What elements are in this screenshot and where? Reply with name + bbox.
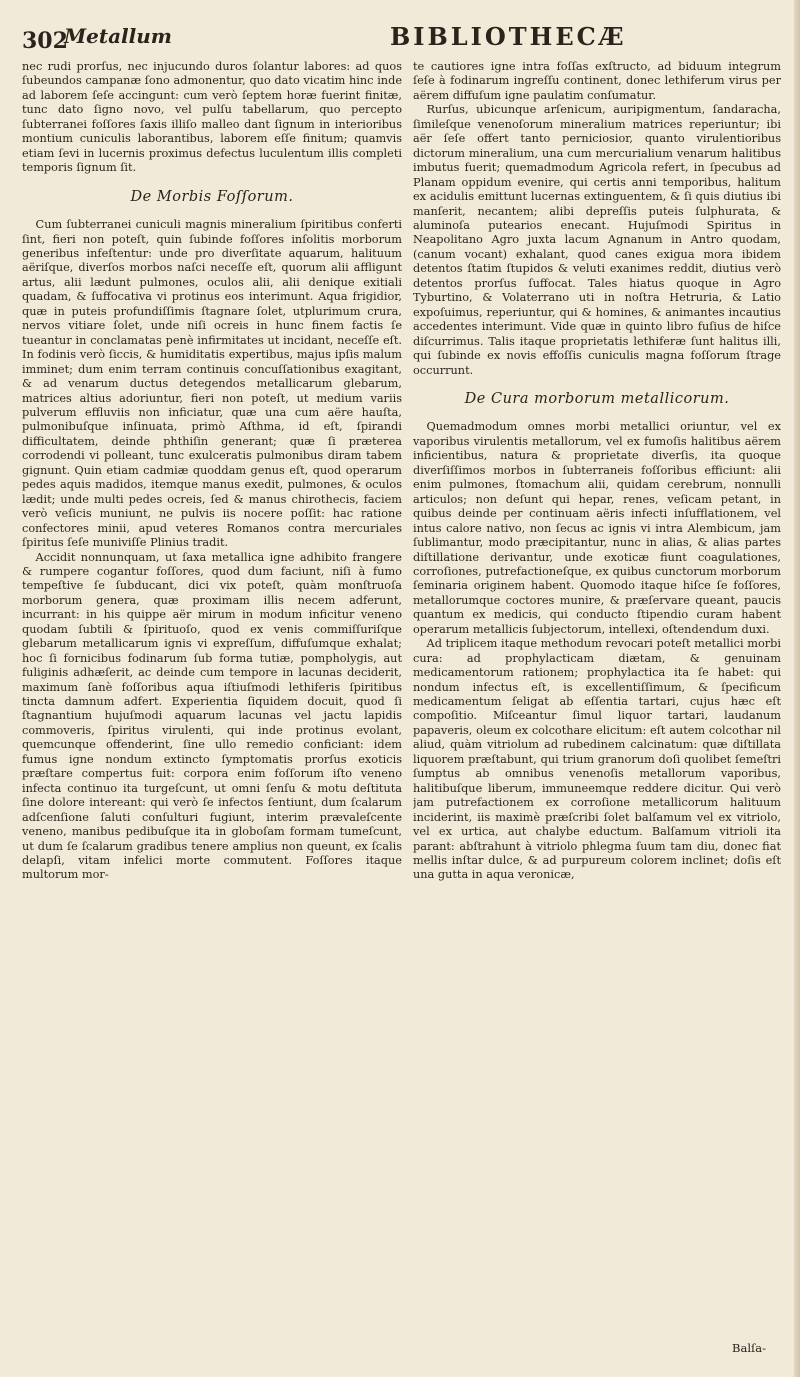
running-head: Metallum [64,24,172,48]
right-paragraph-3: Quemadmodum omnes morbi metallici oriuntur, vel ex vaporibus virulentis metallorum, vel ex fumoſis halitibus aërem inficientibus, natura & proprietate diverſis, ita quoque diverſiſſimos morbos in ſubterraneis foſſoribus efficiunt: alii enim pulmones, ſtomachum alii, quidam cerebrum, nonnulli articulos; non deſunt qui hepar, renes, veſicam petant, in quibus deinde per continuam aëris infecti inſufflationem, vel intus calore nativo, non ſecus ac ignis vi intra Alembicum, jam ſublimantur, modo præcipitantur, nunc in alias, & alias partes diſtillatione derivantur, unde exoticæ fiunt coagulationes, corroſiones, putrefactioneſque, ex quibus cunctorum morborum ſeminaria originem habent. Quomodo itaque hiſce ſe foſſores, metallorumque coctores munire, & præſervare queant, paucis quantum ex medicis, qui conducto ſtipendio curam habent operarum metallicis ſubjectorum, intellexi, oſtendendum duxi. [413,420,781,636]
left-paragraph-2: Cum ſubterranei cuniculi magnis mineralium ſpiritibus conferti ſint, fieri non poteſt, quin ſubinde foſſores inſolitis morborum generibus infeſtentur: unde pro diverſitate aquarum, halituum aëriſque, diverſos morbos naſci neceſſe eſt, quorum alii affligunt artus, alii lædunt pulmones, oculos alii, alii denique exitiali quadam, & ſuffocativa vi protinus eos interimunt. Aqua frigidior, quæ in puteis profundiſſimis ſtagnare ſolet, utplurimum crura, nervos vitiare ſolet, unde niſi ocreis in hunc finem factis ſe tueantur in conclamatas penè infirmitates ut incidant, neceſſe eſt. In fodinis verò ſiccis, & humiditatis expertibus, majus ipſis malum imminet; dum enim terram continuis concuſſationibus exagitant, & ad venarum ductus detegendos metallicarum glebarum, matrices altius adoriuntur, fieri non poteſt, ut medium variis pulverum effluviis non inficiatur, quæ una cum aëre hauſta, pulmonibuſque inſinuata, primò Aſthma, id eſt, ſpirandi difficultatem, deinde phthiſin generant; quæ ſi præterea corrodendi vi polleant, tunc exulceratis pulmonibus diram tabem gignunt. Quin etiam cadmiæ quoddam genus eſt, quod operarum pedes aquis madidos, itemque manus exedit, pulmones, & oculos lædit; unde multi pedes ocreis, ſed & manus chirothecis, faciem verò veſicis muniunt, ne pulvis iis nocere poſſit: hac ratione confectores minii, apud veteres Romanos contra mercuriales ſpiritus ſeſe muniviſſe Plinius tradit. [22,218,402,550]
catchword: Balſa- [732,1341,766,1355]
section-heading-cura: De Cura morborum metallicorum. [464,390,730,407]
running-title: BIBLIOTHECÆ [390,22,627,51]
left-paragraph-3: Accidit nonnunquam, ut ſaxa metallica igne adhibito frangere & rumpere cogantur foſſores, quod dum faciunt, niſi à fumo tempeſtive ſe ſubducant, dici vix poteſt, quàm monſtruoſa morborum genera, quæ proximam illis necem adferunt, incurrant: in his quippe aër mirum in modum inficitur veneno quodam ſubtili & ſpirituoſo, quod ex venis commiſſuriſque glebarum metallicarum ignis vi expreſſum, diffuſumque exhalat; hoc ſi fornicibus fodinarum ſub forma tutiæ, pompholygis, aut fuliginis adhæſerit, ac deinde cum tempore in lacunas deciderit, maximum ſanè foſſoribus aqua iſtiuſmodi lethiferis ſpiritibus tincta damnum adfert. Experientia ſiquidem docuit, quod ſi ſtagnantium hujuſmodi aquarum lacunas vel jactu lapidis commoveris, ſpiritus virulenti, qui inde protinus evolant, quemcunque offenderint, ſine ullo remedio conficiant: idem fumus igne nondum extincto ſymptomatis prorſus exoticis præſtare compertus fuit: corpora enim foſſorum iſto veneno infecta continuo ita turgeſcunt, ut omni ſenſu & motu deſtituta ſine dolore intereant: qui verò ſe infectos ſentiunt, dum ſcalarum adſcenſione ſaluti conſulturi fugiunt, interim prævaleſcente veneno, manibus pedibuſque ita in globoſam formam tumeſcunt, ut dum ſe ſcalarum gradibus tenere amplius non queunt, ex ſcalis delapſi, vitam infelici morte commutent. Foſſores itaque multorum mor- [22,550,402,882]
section-heading-morbis: De Morbis Foſſorum. [130,188,294,205]
right-column [413,60,781,1280]
page-number: 302 [22,28,68,54]
page-edge [794,0,800,1377]
right-paragraph-2: Rurſus, ubicunque arſenicum, auripigmentum, ſandaracha, ſimileſque venenoſorum mineralium matrices reperiuntur; ibi aër ſeſe offert tanto perniciosior, quanto virulentioribus dictorum mineralium, una cum mercurialium venarum halitibus imbutus fuerit; quemadmodum Agricola refert, in ſpecubus ad Planam oppidum evenire, qui certis anni temporibus, halitum ex acidulis emittunt lucernas extinguentem, & ſi quis diutius ibi manſerit, necantem; alibi depreſſis puteis ſulphurata, & aluminoſa putearios enecant. Hujuſmodi Spiritus in Neapolitano Agro juxta lacum Agnanum in Antro quodam, (canum vocant) exhalant, quod canes exigua mora ibidem detentos ſtatim ſtupidos & veluti exanimes reddit, diutius verò detentos prorſus ſuffocat. Tales hiatus quoque in Agro Tyburtino, & Volaterrano uti in noſtra Hetruria, & Latio expoſuimus, reperiuntur, qui & homines, & animantes incautius accedentes interimunt. Vide quæ in quinto libro fuſius de hiſce diſcurrimus. Talis itaque proprietatis lethiferæ ſunt halitus illi, qui ſubinde ex novis effoſſis cuniculis magna foſſorum ſtrage occurrunt. [413,103,781,377]
left-paragraph-1: nec rudi prorſus, nec injucundo duros ſolantur labores: ad quos ſubeundos campanæ ſono admonentur, quo dato vicatim hinc inde ad laborem ſeſe accingunt: cum verò ſeptem horæ fuerint finitæ, tunc dato ſigno novo, vel pulſu tabellarum, quo percepto ſubterranei foſſores ſaxis illiſo malleo dant ſignum in interioribus montium cuniculis laborantibus, laborem eſſe finitum; quamvis etiam ſevi in lucernis proximus defectus luculentum illis completi temporis ſignum ſit. [22,60,402,175]
page-header [22,20,778,60]
left-column [22,60,402,1325]
right-paragraph-4: Ad triplicem itaque methodum revocari poteſt metallici morbi cura: ad prophylacticam diætam, & genuinam medicamentorum rationem; prophylactica ita ſe habet: qui nondum infectus eſt, is excellentiſſimum, & ſpecificum medicamentum ſeligat ab eſſentia tartari, cujus hæc eſt compoſitio. Miſceantur ſimul liquor tartari, laudanum papaveris, oleum ex colcothare elicitum: eſt autem colcothar nil aliud, quàm vitriolum ad rubedinem calcinatum: quæ diſtillata liquorem præſtabunt, qui trium granorum doſi quolibet ſemeſtri ſumptus ab omnibus venenoſis metallorum vaporibus, halitibuſque liberum, immuneemque reddere dicitur. Qui verò jam putrefactionem ex corroſione metallicorum halituum inciderint, iis maximè præſcribi ſolet balſamum vel ex vitriolo, vel ex urtica, aut chalybe eductum. Balſamum vitrioli ita parant: abſtrahunt à vitriolo phlegma ſuum tam diu, donec fiat mellis inſtar dulce, & ad purpureum colorem inclinet; doſis eſt una gutta in aqua veronicæ, [413,637,781,882]
right-paragraph-1: te cautiores igne intra foſſas exſtructo, ad biduum integrum ſeſe à fodinarum ingreſſu continent, donec lethiferum virus per aërem diffuſum igne paulatim conſumatur. [413,60,781,102]
